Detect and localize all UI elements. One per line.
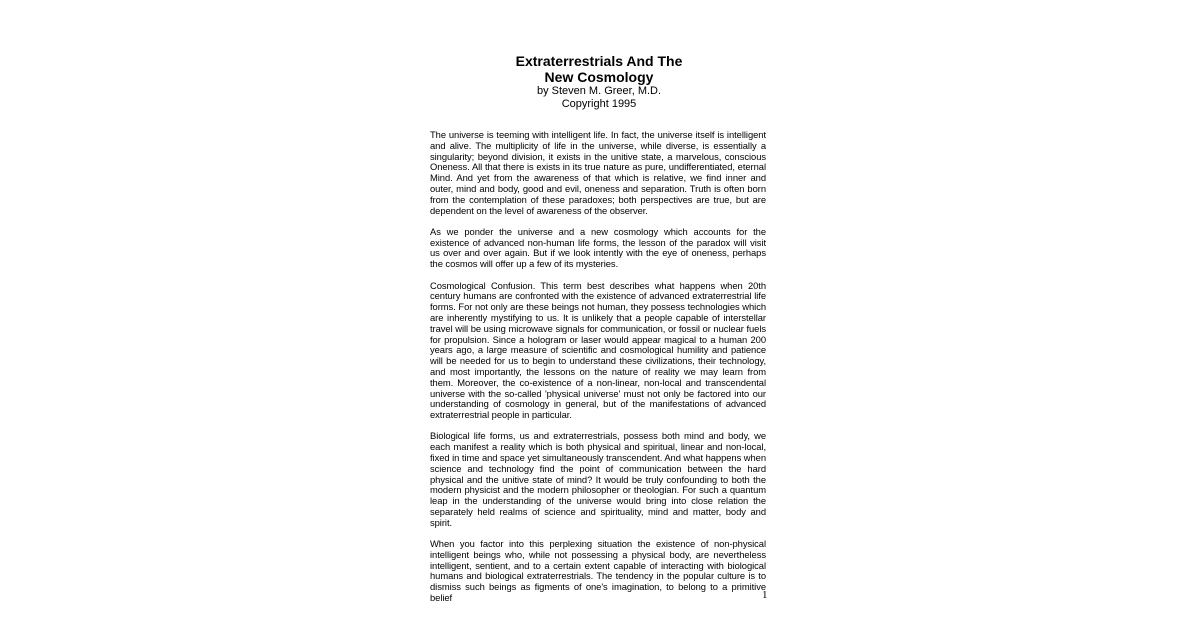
author-line: by Steven M. Greer, M.D. [536,85,662,97]
document-title-line-2: New Cosmology [544,69,654,85]
title-block [430,53,768,111]
paragraph-4: Biological life forms, us and extraterrestrials, possess both mind and body, we each manifest a reality which is both physical and spiritual, linear and non-local, fixed in time and space yet simultaneously transcendent. And what happens when science and technology find the point of communication between the hard physical and the unitive state of mind? It would be truly confounding to both the modern physicist and the modern philosopher or theologian. For such a quantum leap in the understanding of the universe would bring into close relation the separately held realms of science and spirituality, mind and matter, body and spirit. [430,430,766,528]
paragraph-2: As we ponder the universe and a new cosmology which accounts for the existence of advanced non-human life forms, the lesson of the paradox will visit us over and over again. But if we look intently with the eye of oneness, perhaps the cosmos will offer up a few of its mysteries. [430,225,766,270]
paragraph-3: Cosmological Confusion. This term best describes what happens when 20th century humans are confronted with the existence of advanced extraterrestrial life forms. For not only are these beings not human, they possess technologies which are inherently mystifying to us. It is unlikely that a people capable of interstellar travel will be using microwave signals for communication, or fossil or nuclear fuels for propulsion. Since a hologram or laser would appear magical to a human 200 years ago, a large measure of scientific and cosmological humility and patience will be needed for us to begin to understand these civilizations, their technology, and most importantly, the lessons on the nature of reality we may learn from them. Moreover, the co-existence of a non-linear, non-local and transcendental universe with the so-called 'physical universe' must not only be factored into our understanding of cosmology in general, but of the manifestations of advanced extraterrestrial people in particular. [430,279,766,421]
document-title-line-1: Extraterrestrials And The [515,53,683,69]
copyright-line: Copyright 1995 [561,98,637,110]
body-text [430,130,766,614]
page-number: 1 [762,589,768,601]
paragraph-5: When you factor into this perplexing situation the existence of non-physical intelligent beings who, while not possessing a physical body, are nevertheless intelligent, sentient, and to a certain extent capable of interacting with biological humans and biological extraterrestrials. The tendency in the popular culture is to dismiss such beings as figments of one's imagination, to belong to a primitive belief [430,538,766,604]
paragraph-1: The universe is teeming with intelligent life. In fact, the universe itself is intelligent and alive. The multiplicity of life in the universe, while diverse, is essentially a singularity; beyond division, it exists in the unitive state, a marvelous, conscious Oneness. All that there is exists in its true nature as pure, undifferentiated, eternal Mind. And yet from the awareness of that which is relative, we find inner and outer, mind and body, good and evil, oneness and separation. Truth is often born from the contemplation of these paradoxes; both perspectives are true, but are dependent on the level of awareness of the observer. [430,129,766,216]
